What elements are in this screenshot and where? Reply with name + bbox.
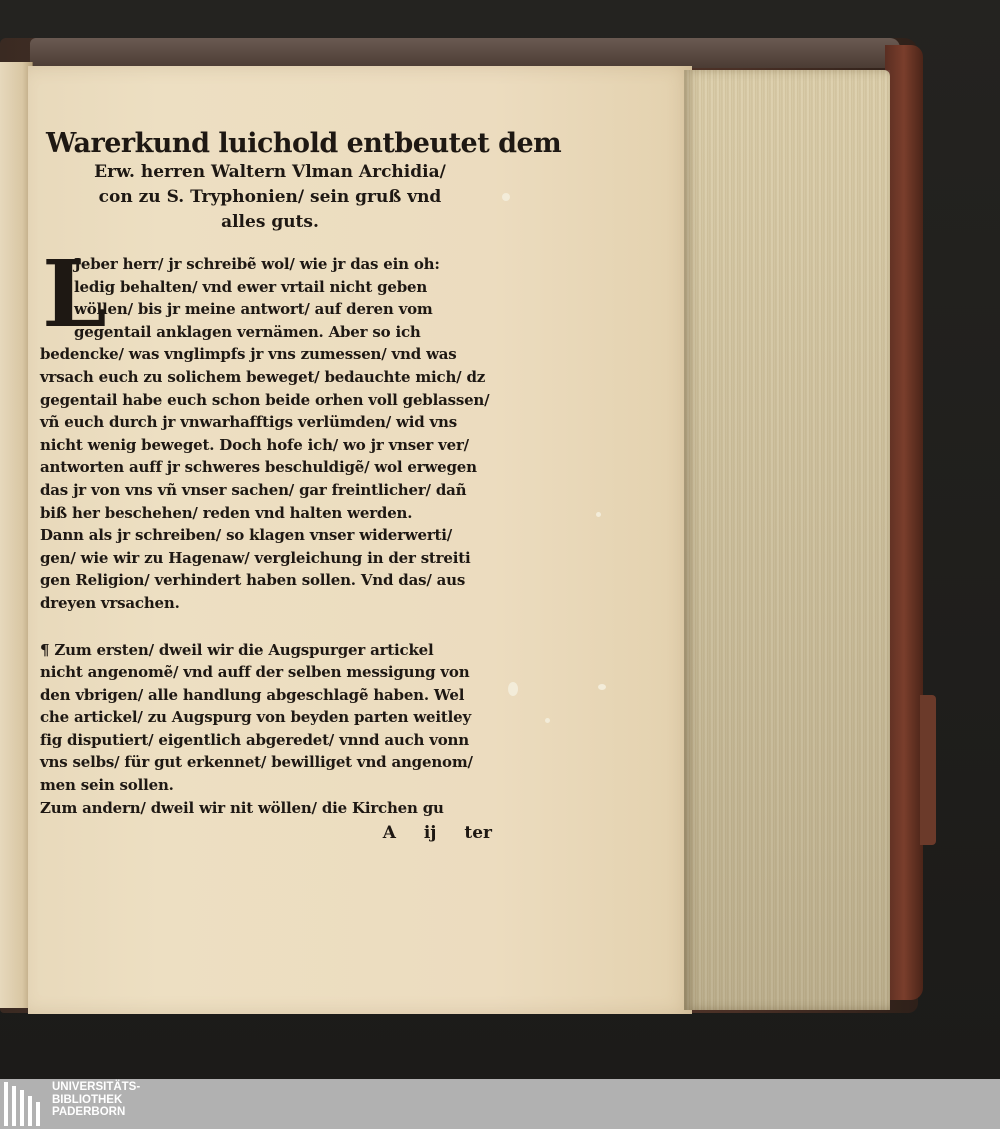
- signature-mark: A ij ter: [382, 823, 492, 844]
- paper-spot: [502, 193, 510, 201]
- text-line: Jeber herr/ jr schreibẽ wol/ wie jr das ein oh:: [74, 255, 440, 273]
- text-line: gen/ wie wir zu Hagenaw/ vergleichung in der streiti: [40, 548, 471, 567]
- page-heading-line: con zu S. Tryphonien/ sein gruß vnd: [98, 187, 442, 207]
- page-heading: Warerkund luichold entbeutet dem: [46, 128, 562, 159]
- page-stack: [684, 70, 890, 1010]
- body-text-section2: [40, 639, 500, 820]
- text-line: gegentail anklagen vernämen. Aber so ich: [74, 322, 421, 341]
- paper-spot: [598, 684, 606, 690]
- paper-spot: [545, 718, 550, 723]
- text-line: gegentail habe euch schon beide orhen voll geblassen/: [40, 390, 490, 409]
- text-line: gen Religion/ verhindert haben sollen. Vnd das/ aus: [40, 571, 466, 590]
- page-text: [40, 128, 562, 845]
- drop-cap: L: [42, 240, 107, 348]
- bookmark-tab: [920, 695, 936, 845]
- text-line: fig disputiert/ eigentlich abgeredet/ vnnd auch vonn: [40, 730, 469, 749]
- page-heading-line: Erw. herren Waltern Vlman Archidia/: [94, 162, 446, 182]
- text-line: vns selbs/ für gut erkennet/ bewilliget vnd angenom/: [40, 753, 473, 772]
- text-line: antworten auff jr schweres beschuldigẽ/ wol erwegen: [40, 458, 477, 477]
- text-line: dreyen vrsachen.: [40, 593, 180, 612]
- text-line: men sein sollen.: [40, 776, 174, 795]
- page-heading-line: alles guts.: [221, 212, 319, 232]
- footer-bar: [0, 1079, 1000, 1129]
- paper-spot: [596, 512, 601, 517]
- text-line: den vbrigen/ alle handlung abgeschlagẽ haben. Wel: [40, 685, 465, 704]
- text-line: ledig behalten/ vnd ewer vrtail nicht geben: [74, 277, 428, 296]
- library-logo-icon: [4, 1082, 46, 1126]
- text-line: das jr von vns vñ vnser sachen/ gar freintlicher/ dañ: [40, 480, 467, 499]
- text-line: vñ euch durch jr vnwarhafftigs verlümden/ wid vns: [40, 413, 457, 432]
- text-line: bedencke/ was vnglimpfs jr vns zumessen/ vnd was: [40, 345, 457, 364]
- body-text: [40, 253, 500, 615]
- logo-line: UNIVERSITÄTS-: [52, 1081, 141, 1093]
- text-line: nicht wenig beweget. Doch hofe ich/ wo jr vnser ver/: [40, 435, 469, 454]
- library-logo-text: [52, 1081, 140, 1119]
- text-line: Zum andern/ dweil wir nit wöllen/ die Kirchen gu: [40, 798, 444, 817]
- text-line: Dann als jr schreiben/ so klagen vnser widerwerti/: [40, 526, 453, 545]
- cover-top-edge: [30, 38, 900, 68]
- text-line: che artickel/ zu Augspurg von beyden parten weitley: [40, 708, 471, 727]
- text-line: ¶ Zum ersten/ dweil wir die Augspurger artickel: [40, 640, 434, 659]
- cover-right-edge: [885, 45, 923, 1000]
- text-line: biß her beschehen/ reden vnd halten werden.: [40, 503, 413, 522]
- paper-spot: [508, 682, 518, 696]
- text-line: vrsach euch zu solichem beweget/ bedauchte mich/ dz: [40, 367, 486, 386]
- logo-line: PADERBORN: [52, 1106, 126, 1118]
- logo-line: BIBLIOTHEK: [52, 1093, 123, 1106]
- text-line: nicht angenomẽ/ vnd auff der selben messigung von: [40, 663, 470, 682]
- text-line: wöllen/ bis jr meine antwort/ auf deren vom: [74, 300, 433, 319]
